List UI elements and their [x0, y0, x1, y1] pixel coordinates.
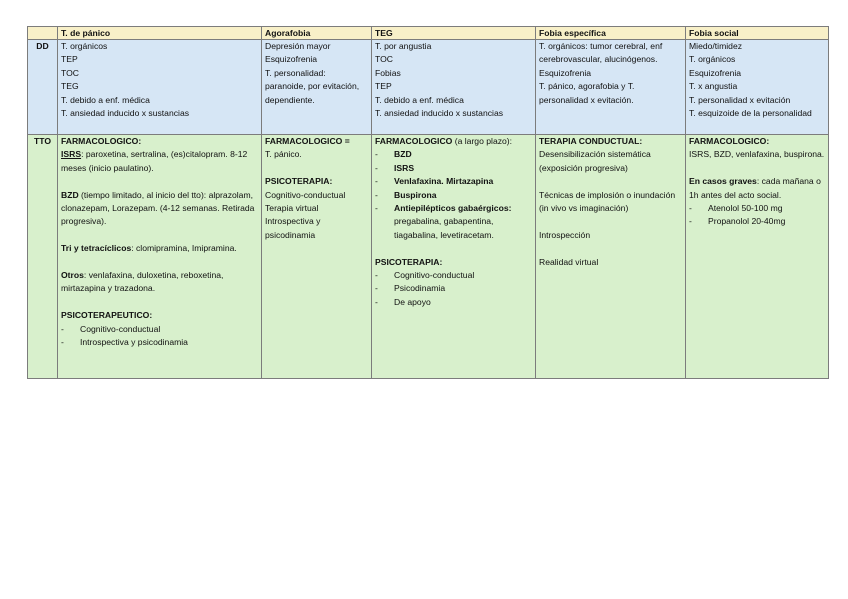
dd-fobia-social-line: T. x angustia [689, 81, 738, 92]
otros-text: : venlafaxina, duloxetina, reboxetina, mirtazapina y trazadona. [61, 270, 224, 294]
farmacologico-title: FARMACOLOGICO = [265, 136, 350, 146]
header-fobia-especifica: Fobia específica [536, 27, 686, 40]
list-item: - Psicodinamia [375, 283, 446, 294]
list-item-label: ISRS [394, 162, 415, 173]
psicoterapia-title: PSICOTERAPIA: [265, 176, 333, 187]
dd-fobia-social-line: T. orgánicos [689, 54, 736, 65]
list-item-label: BZD [394, 149, 412, 160]
farmacologico-title: FARMACOLOGICO: [689, 136, 770, 146]
terapia-paragraph: Desensibilización sistemática (exposición progresiva) [539, 149, 651, 173]
dd-fobia-social-cell [686, 40, 829, 135]
dd-teg-line: T. por angustia [375, 41, 432, 51]
dd-row-label: DD [28, 40, 58, 135]
list-item-text: Atenolol 50-100 mg [708, 203, 783, 214]
dd-teg-line: Fobias [375, 67, 401, 78]
list-item: - Cognitivo-conductual [61, 323, 161, 334]
comparison-table [27, 26, 829, 379]
farmacologico-title: FARMACOLOGICO: [61, 136, 142, 146]
list-item-text: De apoyo [394, 296, 431, 307]
header-corner-cell [28, 27, 58, 40]
header-fobia-social: Fobia social [686, 27, 829, 40]
psicoterapia-title: PSICOTERAPIA: [375, 256, 443, 267]
list-item: - Introspectiva y psicodinamia [61, 337, 188, 348]
list-item-text: Psicodinamia [394, 283, 446, 294]
otros-label: Otros [61, 270, 84, 281]
farmacologico-heading [375, 135, 532, 148]
dd-fobia-social-line: Esquizofrenia [689, 67, 742, 78]
farmacologico-title: FARMACOLOGICO [375, 136, 453, 146]
list-item: - BZD [375, 149, 412, 160]
list-item: - ISRS [375, 162, 415, 173]
bzd-label: BZD [61, 189, 79, 200]
tto-teg-cell [372, 135, 536, 379]
list-item-label: Buspirona [394, 189, 437, 200]
list-item: - Venlafaxina. Mirtazapina [375, 176, 494, 187]
isrs-text: : paroxetina, sertralina, (es)citalopram. 8-12 meses (inicio paulatino). [61, 149, 248, 173]
casos-graves-text: : cada mañana o 1h antes del acto social. [689, 176, 821, 200]
isrs-label: ISRS [61, 149, 82, 160]
isrs-paragraph [61, 148, 258, 175]
farmacologico-text: ISRS, BZD, venlafaxina, buspirona. [689, 149, 825, 160]
list-item: - Buspirona [375, 189, 437, 200]
dd-agorafobia-line: T. personalidad: paranoide, por evitación, dependiente. [265, 67, 360, 105]
tto-fobia-social-cell [686, 135, 829, 379]
dd-panico-line: T. ansiedad inducido x sustancias [61, 108, 190, 119]
tto-row [28, 135, 829, 379]
tto-fobia-especifica-cell [536, 135, 686, 379]
casos-graves-label: En casos graves [689, 176, 757, 187]
dd-fobia-social-line: T. personalidad x evitación [689, 94, 791, 105]
list-item: - Antiepilépticos gabaérgicos: pregabalina, gabapentina, tiagabalina, levetiracetam. [375, 203, 512, 240]
triciclicos-paragraph [61, 242, 258, 255]
psicoterapia-line: Introspectiva y psicodinamia [265, 216, 321, 240]
dd-agorafobia-line: Depresión mayor [265, 41, 331, 51]
dd-row [28, 40, 829, 135]
bzd-paragraph [61, 189, 258, 229]
dd-panico-line: TEG [61, 81, 79, 92]
list-item-text: Cognitivo-conductual [80, 323, 161, 334]
dd-panico-line: TOC [61, 67, 79, 78]
list-item-label: Venlafaxina. Mirtazapina [394, 176, 494, 187]
list-item: - Cognitivo-conductual [375, 270, 475, 281]
psicoterapia-line: Cognitivo-conductual [265, 189, 346, 200]
dd-teg-line: TEP [375, 81, 392, 92]
farmacologico-text: T. pánico. [265, 149, 302, 160]
list-item-text: pregabalina, gabapentina, tiagabalina, levetiracetam. [394, 216, 494, 240]
dd-fobia-especifica-cell [536, 40, 686, 135]
header-agorafobia: Agorafobia [262, 27, 372, 40]
triciclicos-text: : clomipramina, Imipramina. [131, 243, 237, 254]
casos-graves-paragraph [689, 175, 825, 202]
terapia-conductual-title: TERAPIA CONDUCTUAL: [539, 136, 643, 146]
dd-teg-line: T. ansiedad inducido x sustancias [375, 108, 504, 119]
psicoterapia-line: Terapia virtual [265, 203, 319, 214]
tto-agorafobia-cell [262, 135, 372, 379]
list-item-text: Propanolol 20-40mg [708, 216, 786, 227]
list-item-text: Introspectiva y psicodinamia [80, 337, 188, 348]
bzd-text: (tiempo limitado, al inicio del tto): alprazolam, clonazepam, Lorazepam. (4-12 semanas. Retirada progresiva). [61, 189, 255, 227]
list-item: - Atenolol 50-100 mg [689, 203, 783, 214]
tto-panico-cell [58, 135, 262, 379]
terapia-paragraph: Introspección [539, 229, 591, 240]
dd-panico-line: TEP [61, 54, 78, 65]
dd-fobia-especifica-line: T. orgánicos: tumor cerebral, enf cerebrovascular, alucinógenos. [539, 41, 663, 65]
terapia-paragraph: Realidad virtual [539, 256, 599, 267]
list-item: - Propanolol 20-40mg [689, 216, 786, 227]
dd-fobia-especifica-line: Esquizofrenia [539, 67, 592, 78]
otros-paragraph [61, 269, 258, 296]
dd-panico-line: T. debido a enf. médica [61, 94, 150, 105]
dd-teg-line: TOC [375, 54, 393, 65]
dd-agorafobia-cell [262, 40, 372, 135]
triciclicos-label: Tri y tetracíclicos [61, 243, 132, 254]
header-row [28, 27, 829, 40]
dd-fobia-social-line: Miedo/timidez [689, 41, 743, 51]
list-item-text: Cognitivo-conductual [394, 270, 475, 281]
farmacologico-suffix: (a largo plazo): [452, 136, 513, 146]
dd-fobia-social-line: T. esquizoide de la personalidad [689, 108, 812, 119]
dd-fobia-especifica-line: T. pánico, agorafobia y T. personalidad x evitación. [539, 81, 635, 105]
dd-teg-line: T. debido a enf. médica [375, 94, 464, 105]
list-item: - De apoyo [375, 296, 431, 307]
tto-row-label: TTO [28, 135, 58, 379]
header-panico: T. de pánico [58, 27, 262, 40]
terapia-paragraph: Técnicas de implosión o inundación (in vivo vs imaginación) [539, 189, 676, 214]
psicoterapeutico-title: PSICOTERAPEUTICO: [61, 310, 153, 321]
dd-teg-cell [372, 40, 536, 135]
list-item-label: Antiepilépticos gabaérgicos: [394, 203, 512, 214]
header-teg: TEG [372, 27, 536, 40]
dd-agorafobia-line: Esquizofrenia [265, 54, 318, 65]
dd-panico-cell [58, 40, 262, 135]
dd-panico-line: T. orgánicos [61, 41, 108, 51]
